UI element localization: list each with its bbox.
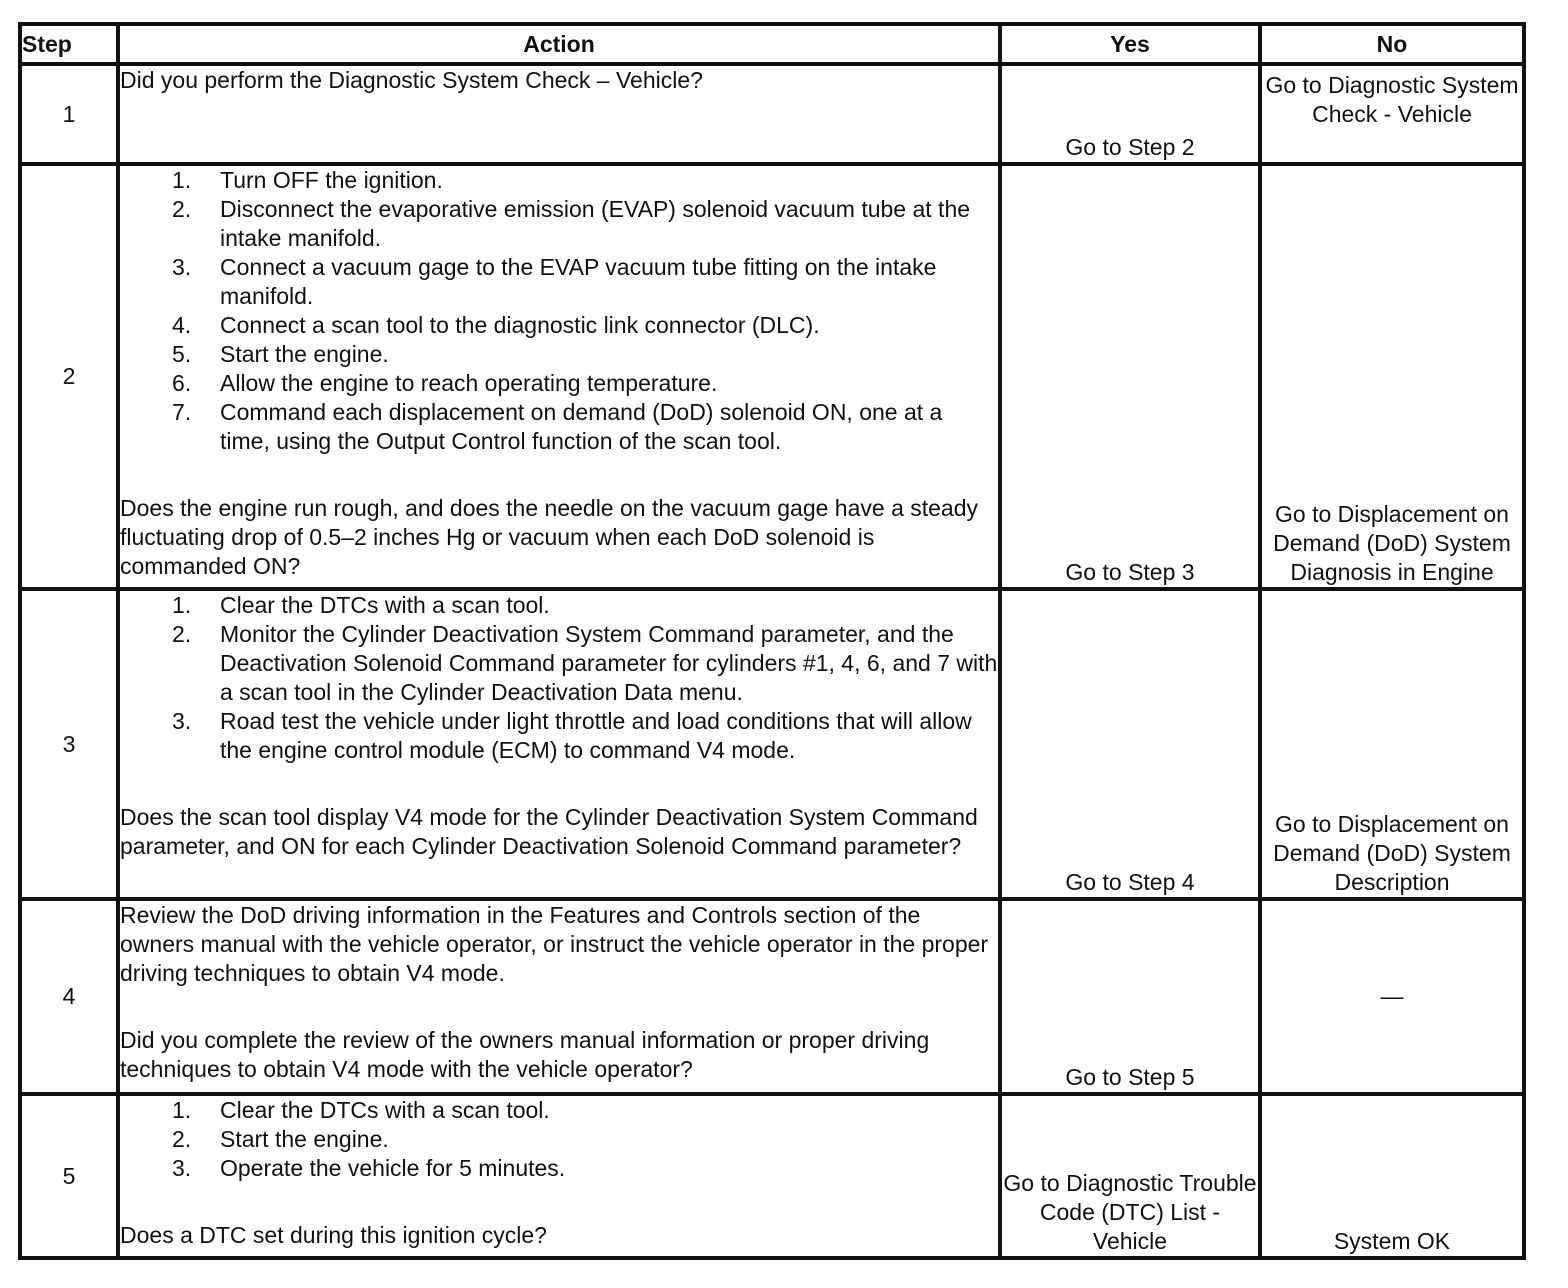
action-cell bbox=[118, 899, 1000, 1094]
yes-cell: Go to Diagnostic Trouble Code (DTC) List - Vehicle bbox=[1000, 1094, 1260, 1258]
list-item: 1. Clear the DTCs with a scan tool. bbox=[172, 1097, 550, 1123]
list-item: 1. Clear the DTCs with a scan tool. bbox=[172, 592, 550, 618]
list-item: 1. Turn OFF the ignition. bbox=[172, 167, 443, 193]
action-cell bbox=[118, 589, 1000, 899]
header-step: Step bbox=[20, 24, 118, 64]
action-question: Does the scan tool display V4 mode for the Cylinder Deactivation System Command parameter, and ON for each Cylinder Deactivation Solenoid Command parameter? bbox=[120, 804, 978, 859]
no-cell: System OK bbox=[1260, 1094, 1524, 1258]
header-row bbox=[20, 24, 1524, 64]
no-cell: Go to Displacement on Demand (DoD) System Description bbox=[1260, 589, 1524, 899]
action-cell bbox=[118, 64, 1000, 164]
action-cell bbox=[118, 164, 1000, 589]
action-steps-list bbox=[172, 591, 998, 765]
action-intro: Review the DoD driving information in the Features and Controls section of the owners manual with the vehicle operator, or instruct the vehicle operator in the proper driving techniques to obtain V4 mode. bbox=[120, 902, 989, 986]
list-item: 2. Start the engine. bbox=[172, 1126, 389, 1152]
table-row bbox=[20, 164, 1524, 589]
table-row bbox=[20, 1094, 1524, 1258]
action-question: Did you perform the Diagnostic System Check – Vehicle? bbox=[120, 67, 703, 93]
table-row bbox=[20, 589, 1524, 899]
step-number: 1 bbox=[20, 64, 118, 164]
list-item: 7. Command each displacement on demand (DoD) solenoid ON, one at a time, using the Output Control function of the scan tool. bbox=[172, 399, 943, 454]
step-number: 3 bbox=[20, 589, 118, 899]
table-row bbox=[20, 64, 1524, 164]
list-item: 3. Road test the vehicle under light throttle and load conditions that will allow the engine control module (ECM) to command V4 mode. bbox=[172, 708, 972, 763]
list-item: 6. Allow the engine to reach operating temperature. bbox=[172, 370, 718, 396]
action-question: Did you complete the review of the owners manual information or proper driving techniques to obtain V4 mode with the vehicle operator? bbox=[120, 1027, 930, 1082]
header-yes: Yes bbox=[1000, 24, 1260, 64]
no-cell: — bbox=[1260, 899, 1524, 1094]
action-steps-list bbox=[172, 1096, 998, 1183]
list-item: 5. Start the engine. bbox=[172, 341, 389, 367]
table-row bbox=[20, 899, 1524, 1094]
header-no: No bbox=[1260, 24, 1524, 64]
list-item: 2. Monitor the Cylinder Deactivation System Command parameter, and the Deactivation Solenoid Command parameter for cylinders #1, 4, 6, and 7 with a scan tool in the Cylinder Deactivation Data menu. bbox=[172, 621, 998, 705]
header-action: Action bbox=[118, 24, 1000, 64]
action-cell bbox=[118, 1094, 1000, 1258]
action-question: Does a DTC set during this ignition cycle? bbox=[120, 1222, 547, 1248]
yes-cell: Go to Step 5 bbox=[1000, 899, 1260, 1094]
list-item: 2. Disconnect the evaporative emission (EVAP) solenoid vacuum tube at the intake manifold. bbox=[172, 196, 971, 251]
action-steps-list bbox=[172, 166, 998, 456]
yes-cell: Go to Step 3 bbox=[1000, 164, 1260, 589]
yes-cell: Go to Step 2 bbox=[1000, 64, 1260, 164]
no-cell: Go to Diagnostic System Check - Vehicle bbox=[1260, 64, 1524, 164]
diagnostic-table bbox=[18, 22, 1526, 1260]
list-item: 4. Connect a scan tool to the diagnostic link connector (DLC). bbox=[172, 312, 820, 338]
no-cell: Go to Displacement on Demand (DoD) System Diagnosis in Engine bbox=[1260, 164, 1524, 589]
step-number: 4 bbox=[20, 899, 118, 1094]
step-number: 5 bbox=[20, 1094, 118, 1258]
step-number: 2 bbox=[20, 164, 118, 589]
list-item: 3. Operate the vehicle for 5 minutes. bbox=[172, 1155, 566, 1181]
action-question: Does the engine run rough, and does the needle on the vacuum gage have a steady fluctuating drop of 0.5–2 inches Hg or vacuum when each DoD solenoid is commanded ON? bbox=[120, 495, 979, 579]
yes-cell: Go to Step 4 bbox=[1000, 589, 1260, 899]
list-item: 3. Connect a vacuum gage to the EVAP vacuum tube fitting on the intake manifold. bbox=[172, 254, 937, 309]
